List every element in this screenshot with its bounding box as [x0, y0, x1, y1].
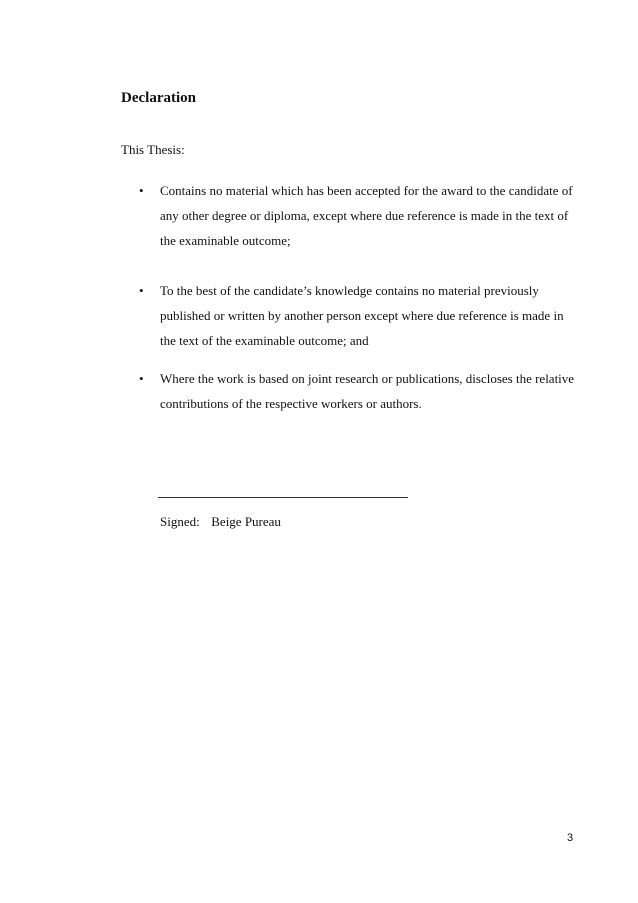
bullet-icon: •	[139, 283, 144, 298]
page-number: 3	[567, 832, 574, 844]
signature-line	[158, 497, 408, 498]
list-item-text: Where the work is based on joint research or publications, discloses the relative contributions of the respective workers or authors.	[160, 371, 575, 411]
signature-block	[160, 514, 281, 530]
signed-label: Signed:	[160, 514, 200, 529]
signer-name: Beige Pureau	[211, 514, 281, 529]
list-item-text: Contains no material which has been accepted for the award to the candidate of any other degree or diploma, except where due reference is made in the text of the examinable outcome;	[160, 183, 573, 248]
page-title: Declaration	[121, 90, 196, 106]
bullet-icon: •	[139, 183, 144, 198]
intro-text: This Thesis:	[121, 142, 185, 157]
list-item-text: To the best of the candidate’s knowledge contains no material previously published or written by another person except where due reference is made in the text of the examinable outcome; and	[160, 283, 564, 348]
bullet-icon: •	[139, 371, 144, 386]
